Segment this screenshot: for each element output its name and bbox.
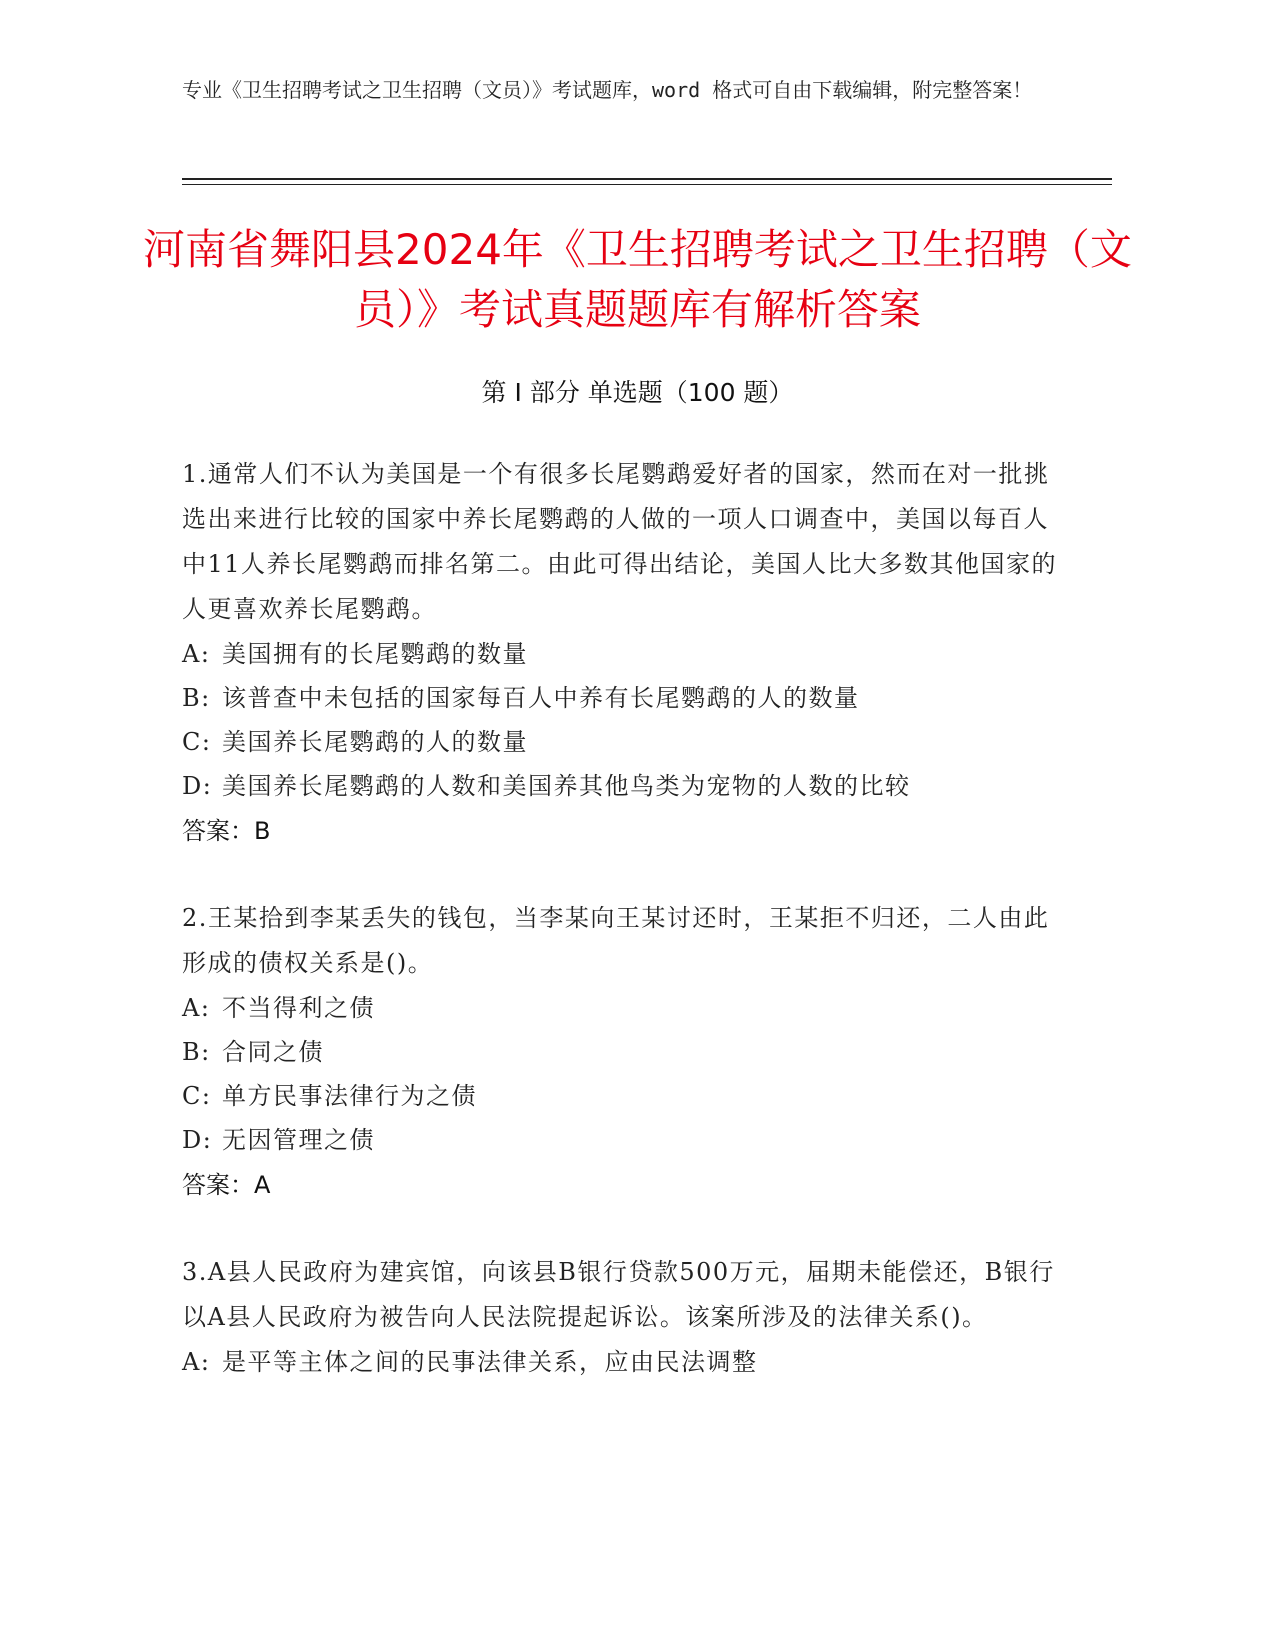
option-c bbox=[182, 1074, 1062, 1118]
option-d bbox=[182, 1118, 1062, 1162]
option-b bbox=[182, 1030, 1062, 1074]
question-list bbox=[182, 452, 1062, 1426]
question-1 bbox=[182, 452, 1062, 854]
option-a bbox=[182, 632, 1062, 676]
answer-line: 答案：A bbox=[182, 1171, 271, 1199]
option-letter: C: bbox=[182, 1082, 212, 1110]
option-letter: A: bbox=[182, 640, 211, 668]
option-text: 合同之债 bbox=[222, 1038, 324, 1066]
option-text: 无因管理之债 bbox=[222, 1126, 375, 1154]
document-title: 河南省舞阳县2024年《卫生招聘考试之卫生招聘（文员）》考试真题题库有解析答案 bbox=[143, 225, 1132, 334]
option-text: 单方民事法律行为之债 bbox=[222, 1082, 477, 1110]
header-divider-thin bbox=[182, 184, 1112, 185]
header-divider-thick bbox=[182, 178, 1112, 180]
question-stem: 3.A县人民政府为建宾馆，向该县B银行贷款500万元，届期未能偿还，B银行以A县人民政府为被告向人民法院提起诉讼。该案所涉及的法律关系()。 bbox=[182, 1258, 1055, 1331]
option-letter: D: bbox=[182, 1126, 213, 1154]
option-text: 美国养长尾鹦鹉的人的数量 bbox=[222, 728, 528, 756]
question-2 bbox=[182, 896, 1062, 1208]
option-letter: D: bbox=[182, 772, 213, 800]
option-letter: A: bbox=[182, 1348, 211, 1376]
header-note: 专业《卫生招聘考试之卫生招聘（文员）》考试题库，word 格式可自由下载编辑，附完整答案！ bbox=[182, 78, 1033, 102]
option-b bbox=[182, 676, 1062, 720]
option-d bbox=[182, 764, 1062, 808]
option-letter: C: bbox=[182, 728, 212, 756]
option-a bbox=[182, 1340, 1062, 1384]
option-letter: B: bbox=[182, 1038, 211, 1066]
option-text: 美国养长尾鹦鹉的人数和美国养其他鸟类为宠物的人数的比较 bbox=[222, 772, 911, 800]
option-letter: B: bbox=[182, 684, 211, 712]
option-c bbox=[182, 720, 1062, 764]
answer-line: 答案：B bbox=[182, 817, 271, 845]
question-3 bbox=[182, 1250, 1062, 1384]
option-text: 不当得利之债 bbox=[222, 994, 375, 1022]
option-text: 是平等主体之间的民事法律关系，应由民法调整 bbox=[222, 1348, 758, 1376]
section-heading: 第 I 部分 单选题（100 题） bbox=[481, 378, 794, 407]
option-text: 该普查中未包括的国家每百人中养有长尾鹦鹉的人的数量 bbox=[222, 684, 860, 712]
option-a bbox=[182, 986, 1062, 1030]
option-letter: A: bbox=[182, 994, 211, 1022]
question-stem: 1.通常人们不认为美国是一个有很多长尾鹦鹉爱好者的国家，然而在对一批挑选出来进行比较的国家中养长尾鹦鹉的人做的一项人口调查中，美国以每百人中11人养长尾鹦鹉而排名第二。由此可得出结论，美国人比大多数其他国家的人更喜欢养长尾鹦鹉。 bbox=[182, 460, 1058, 623]
option-text: 美国拥有的长尾鹦鹉的数量 bbox=[222, 640, 528, 668]
question-stem: 2.王某拾到李某丢失的钱包，当李某向王某讨还时，王某拒不归还，二人由此形成的债权关系是()。 bbox=[182, 904, 1050, 977]
